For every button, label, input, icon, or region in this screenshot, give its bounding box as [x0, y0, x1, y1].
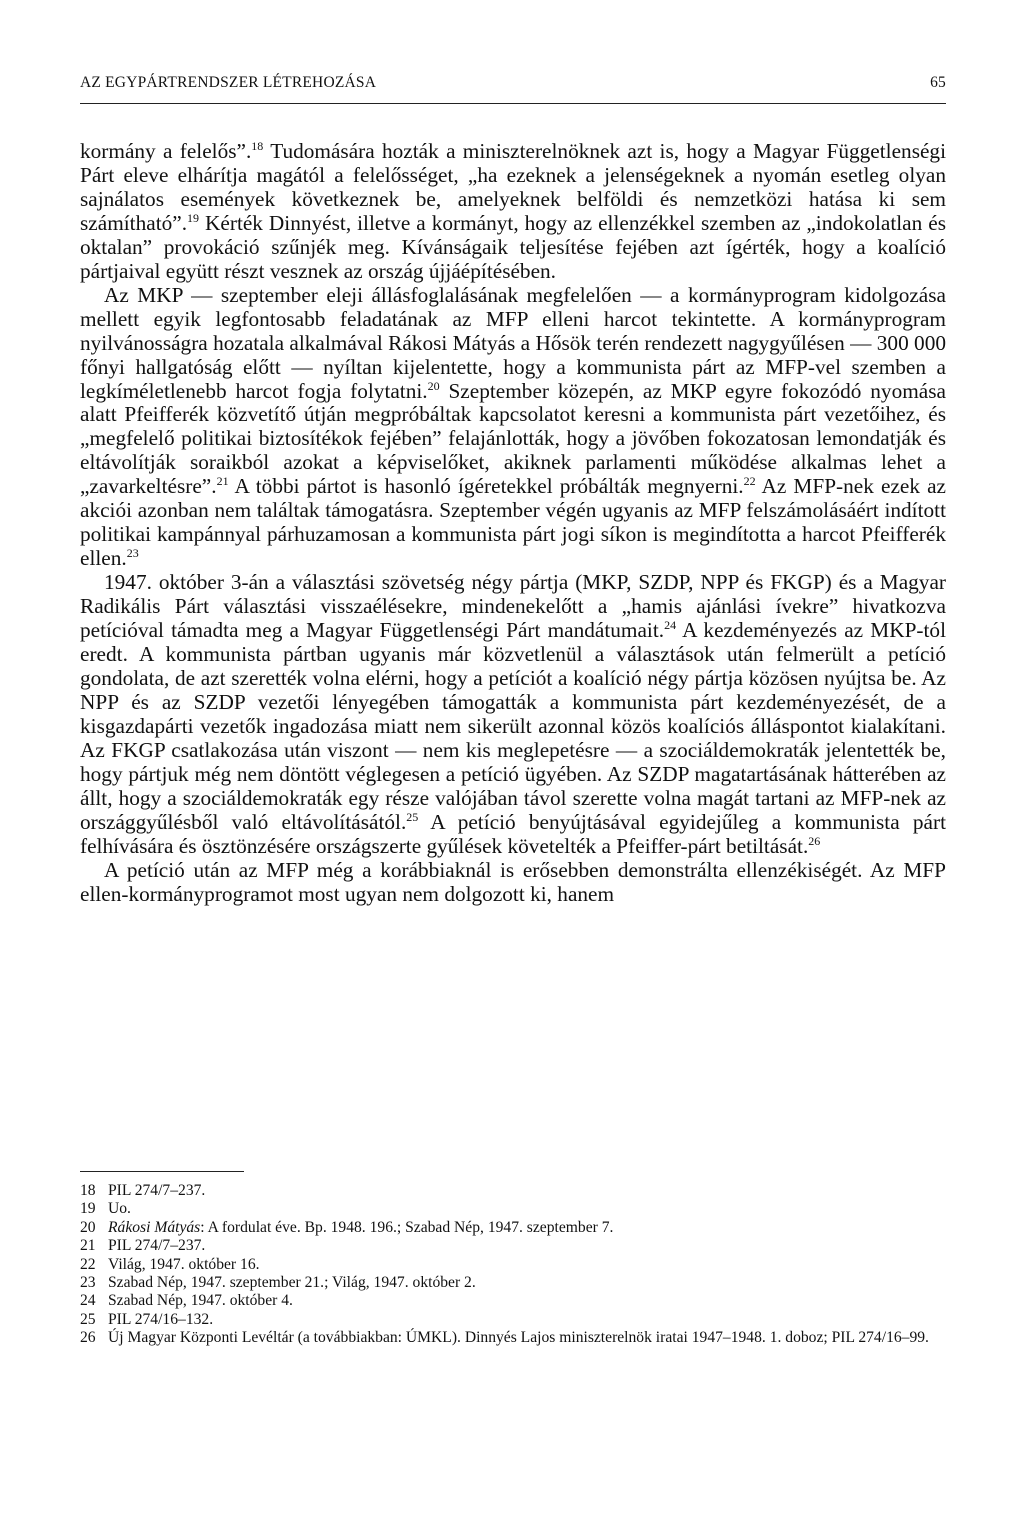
footnote-citation: Uo.	[108, 1200, 131, 1218]
footnote-citation: PIL 274/7–237.	[108, 1182, 206, 1199]
footnote-reference: 22	[743, 474, 756, 489]
footnote-citation: Világ, 1947. október 16.	[108, 1255, 260, 1273]
body-text	[80, 140, 946, 907]
footnote-reference: 25	[406, 809, 419, 824]
footnote-reference: 26	[808, 833, 821, 848]
paragraph-text: Az MKP — szeptember eleji állásfoglalásának megfelelően — a kormányprogram kidolgozása mellett egyik legfontosabb feladatának az MFP elleni harcot tekintette. A kormányprogram nyilvánosságra hozatala alkalmával Rákosi Mátyás a Hősök terén rendezett nagygyűlésen — 300 000 főnyi hallgatóság előtt — nyíltan kijelentette, hogy a kommunista párt az MFP-vel szemben a legkíméletlenebb harcot fogja folytatni.	[80, 282, 946, 403]
paragraph	[80, 859, 946, 907]
footnote-number: 24	[80, 1292, 96, 1310]
footnote	[80, 1182, 946, 1200]
footnote-text	[108, 1274, 946, 1292]
footnote-number: 26	[80, 1329, 96, 1347]
footnote-text	[108, 1311, 946, 1329]
paragraph	[80, 140, 946, 284]
running-head	[80, 74, 946, 96]
footnote-text	[108, 1329, 946, 1347]
footnote	[80, 1292, 946, 1310]
paragraph-text: A petíció után az MFP még a korábbiaknál is erősebben demonstrálta ellenzékiségét. Az MFP ellen-kormányprogramot most ugyan nem dolgozott ki, hanem	[80, 857, 946, 906]
paragraph-text: Tudomására hozták a miniszterelnöknek azt is, hogy a Magyar Függetlenségi Párt eleve elhárítja magától a felelősséget, „ha ezeknek a jelenségeknek a nyomán esetleg olyan sajnálatos események következnek be, amelyeknek belföldi és nemzetközi hatása ki sem számítható”.	[80, 139, 946, 235]
footnote	[80, 1219, 946, 1237]
paragraph	[80, 284, 946, 571]
footnote-citation: PIL 274/16–132.	[108, 1310, 214, 1328]
footnote-reference: 23	[126, 546, 139, 561]
footnote-text	[108, 1237, 946, 1255]
paragraph	[80, 571, 946, 858]
running-head-title: AZ EGYPÁRTRENDSZER LÉTREHOZÁSA	[80, 74, 377, 91]
paragraph-text: 1947. október 3-án a választási szövetség négy pártja (MKP, SZDP, NPP és FKGP) és a Magyar Radikális Párt választási visszaélésekre, mindenekelőtt a „hamis ajánlási ívekre” hivatkozva petícióval támadta meg a Magyar Függetlenségi Párt mandátumait.	[80, 570, 946, 643]
footnote-text	[108, 1182, 946, 1200]
footnote-number: 23	[80, 1274, 96, 1292]
footnote-reference: 21	[216, 474, 229, 489]
footnote-reference: 20	[427, 378, 440, 393]
footnote-reference: 19	[187, 210, 200, 225]
footnote-reference: 24	[664, 617, 677, 632]
footnote-rule	[80, 1171, 244, 1172]
footnote	[80, 1311, 946, 1329]
paragraph-text: Kérték Dinnyést, illetve a kormányt, hogy az ellenzékkel szemben az „indokolatlan és oktalan” provokáció szűnjék meg. Kívánságaik teljesítése fejében azt ígérték, hogy a koalíció pártjaival együtt részt vesznek az ország újjáépítésében.	[80, 210, 946, 283]
footnote	[80, 1329, 946, 1347]
footnote	[80, 1256, 946, 1274]
footnote-reference: 18	[251, 138, 264, 153]
footnote-citation: Szabad Nép, 1947. október 4.	[108, 1292, 293, 1310]
footnotes	[80, 1182, 946, 1348]
footnote-text	[108, 1292, 946, 1310]
paragraph-text: kormány a felelős”.	[80, 139, 252, 163]
footnote-text	[108, 1200, 946, 1218]
footnote-number: 22	[80, 1255, 96, 1273]
footnote-citation: Új Magyar Központi Levéltár (a továbbiakban: ÚMKL). Dinnyés Lajos miniszterelnök iratai 1947–1948. 1. doboz; PIL 274/16–99.	[108, 1329, 929, 1347]
page-number: 65	[930, 74, 946, 91]
footnote-citation: PIL 274/7–237.	[108, 1237, 206, 1255]
footnote-author: Rákosi Mátyás	[108, 1218, 201, 1236]
paragraph-text: Az MFP-nek ezek az akciói azonban nem találtak támogatásra. Szeptember végén ugyanis az MFP felszámolásáért indított politikai kampánnyal párhuzamosan a kommunista párt jogi síkon is megindította a harcot Pfeifferék ellen.	[80, 474, 946, 571]
paragraph-text: Szeptember közepén, az MKP egyre fokozódó nyomása alatt Pfeifferék közvetítő útján megpróbáltak kapcsolatot keresni a kommunista párt vezetőihez, és „megfelelő politikai biztosítékok fejében” felajánlották, hogy a jövőben fokozatosan lemondatják és eltávolítják soraikból azokat a képviselőket, akiknek parlamenti működése alkalmas lehet a „zavarkeltésre”.	[80, 378, 946, 499]
footnote-text	[108, 1219, 946, 1237]
footnote-citation: : A fordulat éve. Bp. 1948. 196.; Szabad Nép, 1947. szeptember 7.	[200, 1218, 614, 1236]
footnote-number: 20	[80, 1218, 96, 1236]
footnote-text	[108, 1256, 946, 1274]
paragraph-text: A kezdeményezés az MKP-tól eredt. A kommunista pártban ugyanis már közvetlenül a választások után felmerült a petíció gondolata, de azt szerették volna elérni, hogy a petíciót a koalíció négy pártja közösen nyújtsa be. Az NPP és az SZDP vezetői lényegében támogatták a kommunista párt kezdeményezését, de a kisgazdapárti vezetők ingadozása miatt nem sikerült azonnal közös koalíciós álláspontot kialakítani. Az FKGP csatlakozása után viszont — nem kis meglepetésre — a szociáldemokraták jelentették be, hogy pártjuk még nem döntött véglegesen a petíció ügyében. Az SZDP magatartásának hátterében az állt, hogy a szociáldemokraták egy része valójában távol szerette volna magát tartani az MFP-nek az országgyűlésből való eltávolításától.	[80, 618, 946, 834]
footnote	[80, 1200, 946, 1218]
footnote-citation: Szabad Nép, 1947. szeptember 21.; Világ, 1947. október 2.	[108, 1274, 476, 1292]
paragraph-text: A többi pártot is hasonló ígéretekkel próbálták megnyerni.	[228, 474, 744, 499]
footnote-number: 21	[80, 1237, 96, 1255]
footnote	[80, 1237, 946, 1255]
footnote-number: 25	[80, 1310, 96, 1328]
paragraph-text: A petíció benyújtásával egyidejűleg a kommunista párt felhívására és ösztönzésére országszerte gyűlések követelték a Pfeiffer-párt betiltását.	[80, 809, 946, 858]
document-page	[80, 0, 946, 1517]
footnote	[80, 1274, 946, 1292]
header-rule	[80, 103, 946, 104]
footnote-number: 18	[80, 1182, 96, 1199]
footnote-number: 19	[80, 1200, 96, 1218]
